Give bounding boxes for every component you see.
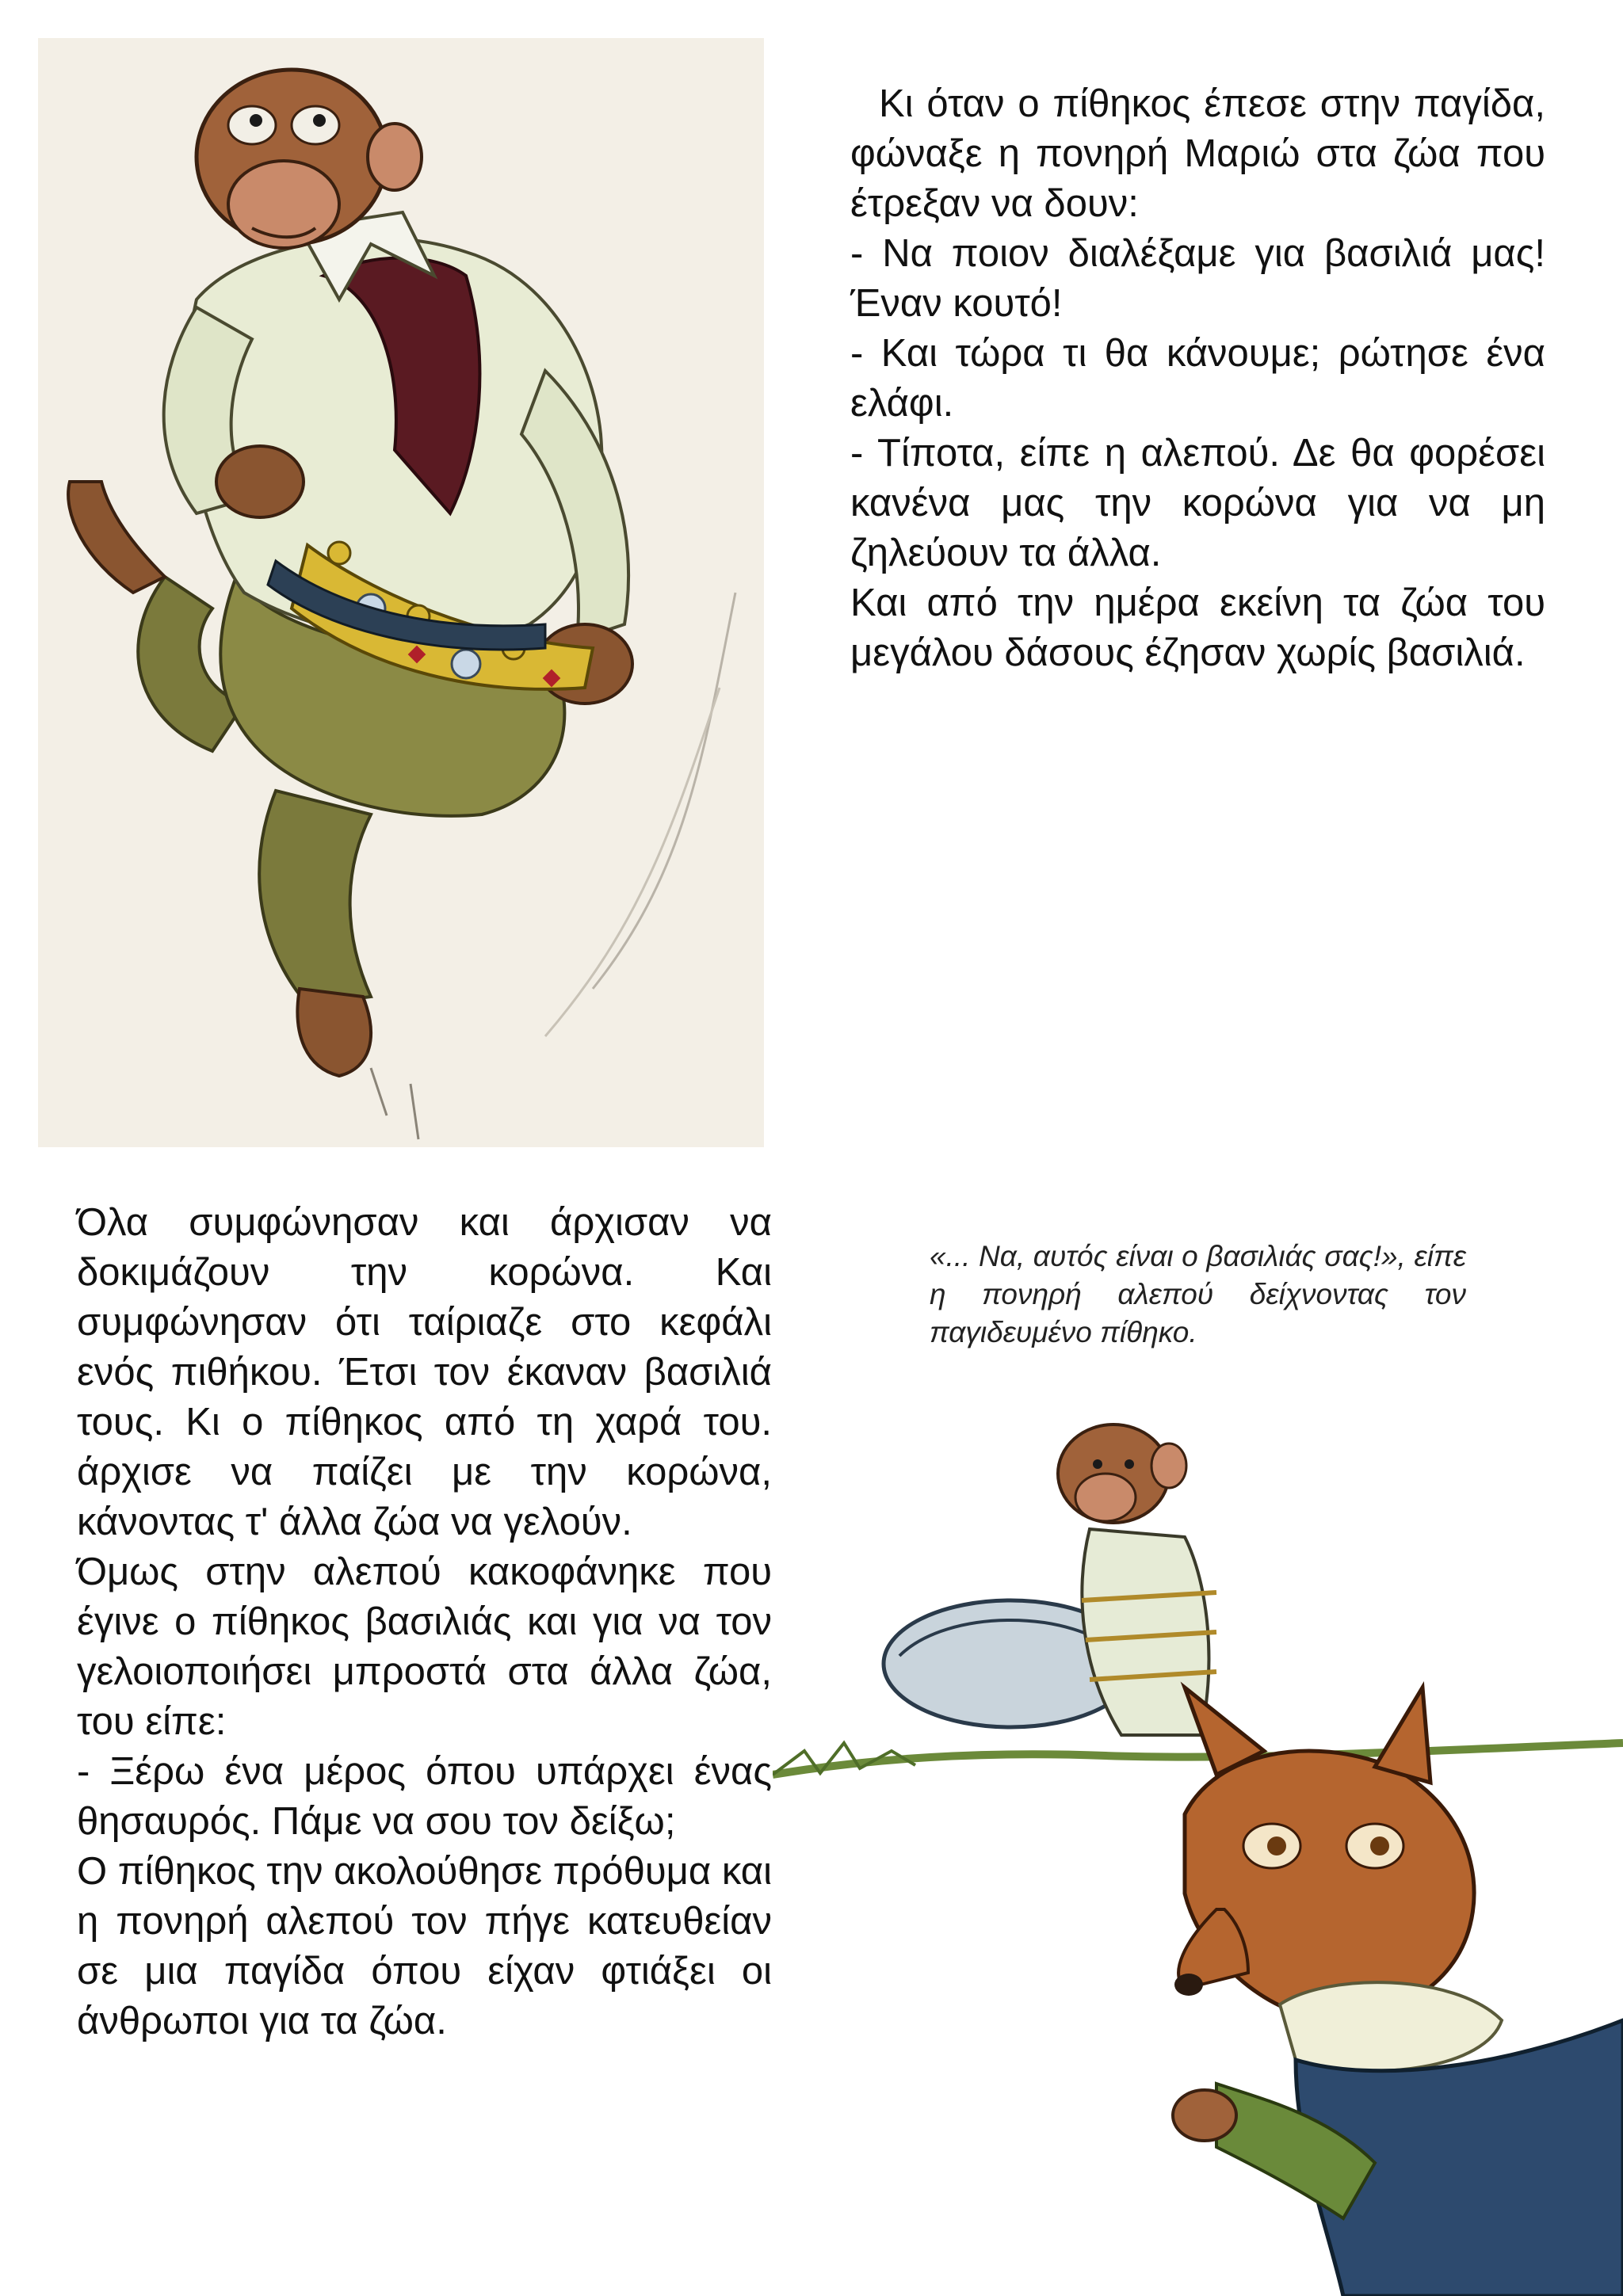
fox-and-trapped-monkey-illustration	[773, 1402, 1623, 2296]
illustration-caption	[930, 1238, 1466, 1352]
paragraph: Όμως στην αλεπού κακοφάνηκε που έγινε ο πίθηκος βασιλιάς και για να τον γελοιοποιήσει μπροστά στα άλλα ζώα, του είπε:	[77, 1550, 772, 1743]
paragraph: - Και τώρα τι θα κάνουμε; ρώτησε ένα ελάφι.	[850, 332, 1545, 425]
paragraph: - Ξέρω ένα μέρος όπου υπάρχει ένας θησαυρός. Πάμε να σου τον δείξω;	[77, 1750, 772, 1843]
paragraph: - Τίποτα, είπε η αλεπού. Δε θα φορέσει κανένα μας την κορώνα για να μη ζηλεύουν τα άλλα.	[850, 432, 1545, 574]
paragraph: Κι όταν ο πίθηκος έπεσε στην παγίδα, φώναξε η πονηρή Μαριώ στα ζώα που έτρεξαν να δουν:	[850, 82, 1545, 225]
paragraph: - Να ποιον διαλέξαμε για βασιλιά μας! Έναν κουτό!	[850, 232, 1545, 325]
paragraph: Όλα συμφώνησαν και άρχισαν να δοκιμάζουν την κορώνα. Και συμφώνησαν ότι ταίριαζε στο κεφάλι ενός πιθήκου. Έτσι τον έκαναν βασιλιά τους. Κι ο πίθηκος από τη χαρά του. άρχισε να παίζει με την κορώνα, κάνοντας τ' άλλα ζώα να γελούν.	[77, 1201, 772, 1543]
story-text-top	[850, 79, 1545, 678]
paragraph: Ο πίθηκος την ακολούθησε πρόθυμα και η πονηρή αλεπού τον πήγε κατευθείαν σε μια παγίδα όπου είχαν φτιάξει οι άνθρωποι για τα ζώα.	[77, 1850, 772, 2042]
caption-text: «... Να, αυτός είναι ο βασιλιάς σας!», είπε η πονηρή αλεπού δείχνοντας τον παγιδευμένο πίθηκο.	[930, 1240, 1466, 1348]
monkey-with-crown-illustration	[38, 38, 764, 1147]
story-text-bottom	[77, 1198, 772, 2046]
paragraph: Και από την ημέρα εκείνη τα ζώα του μεγάλου δάσους έζησαν χωρίς βασιλιά.	[850, 582, 1545, 674]
